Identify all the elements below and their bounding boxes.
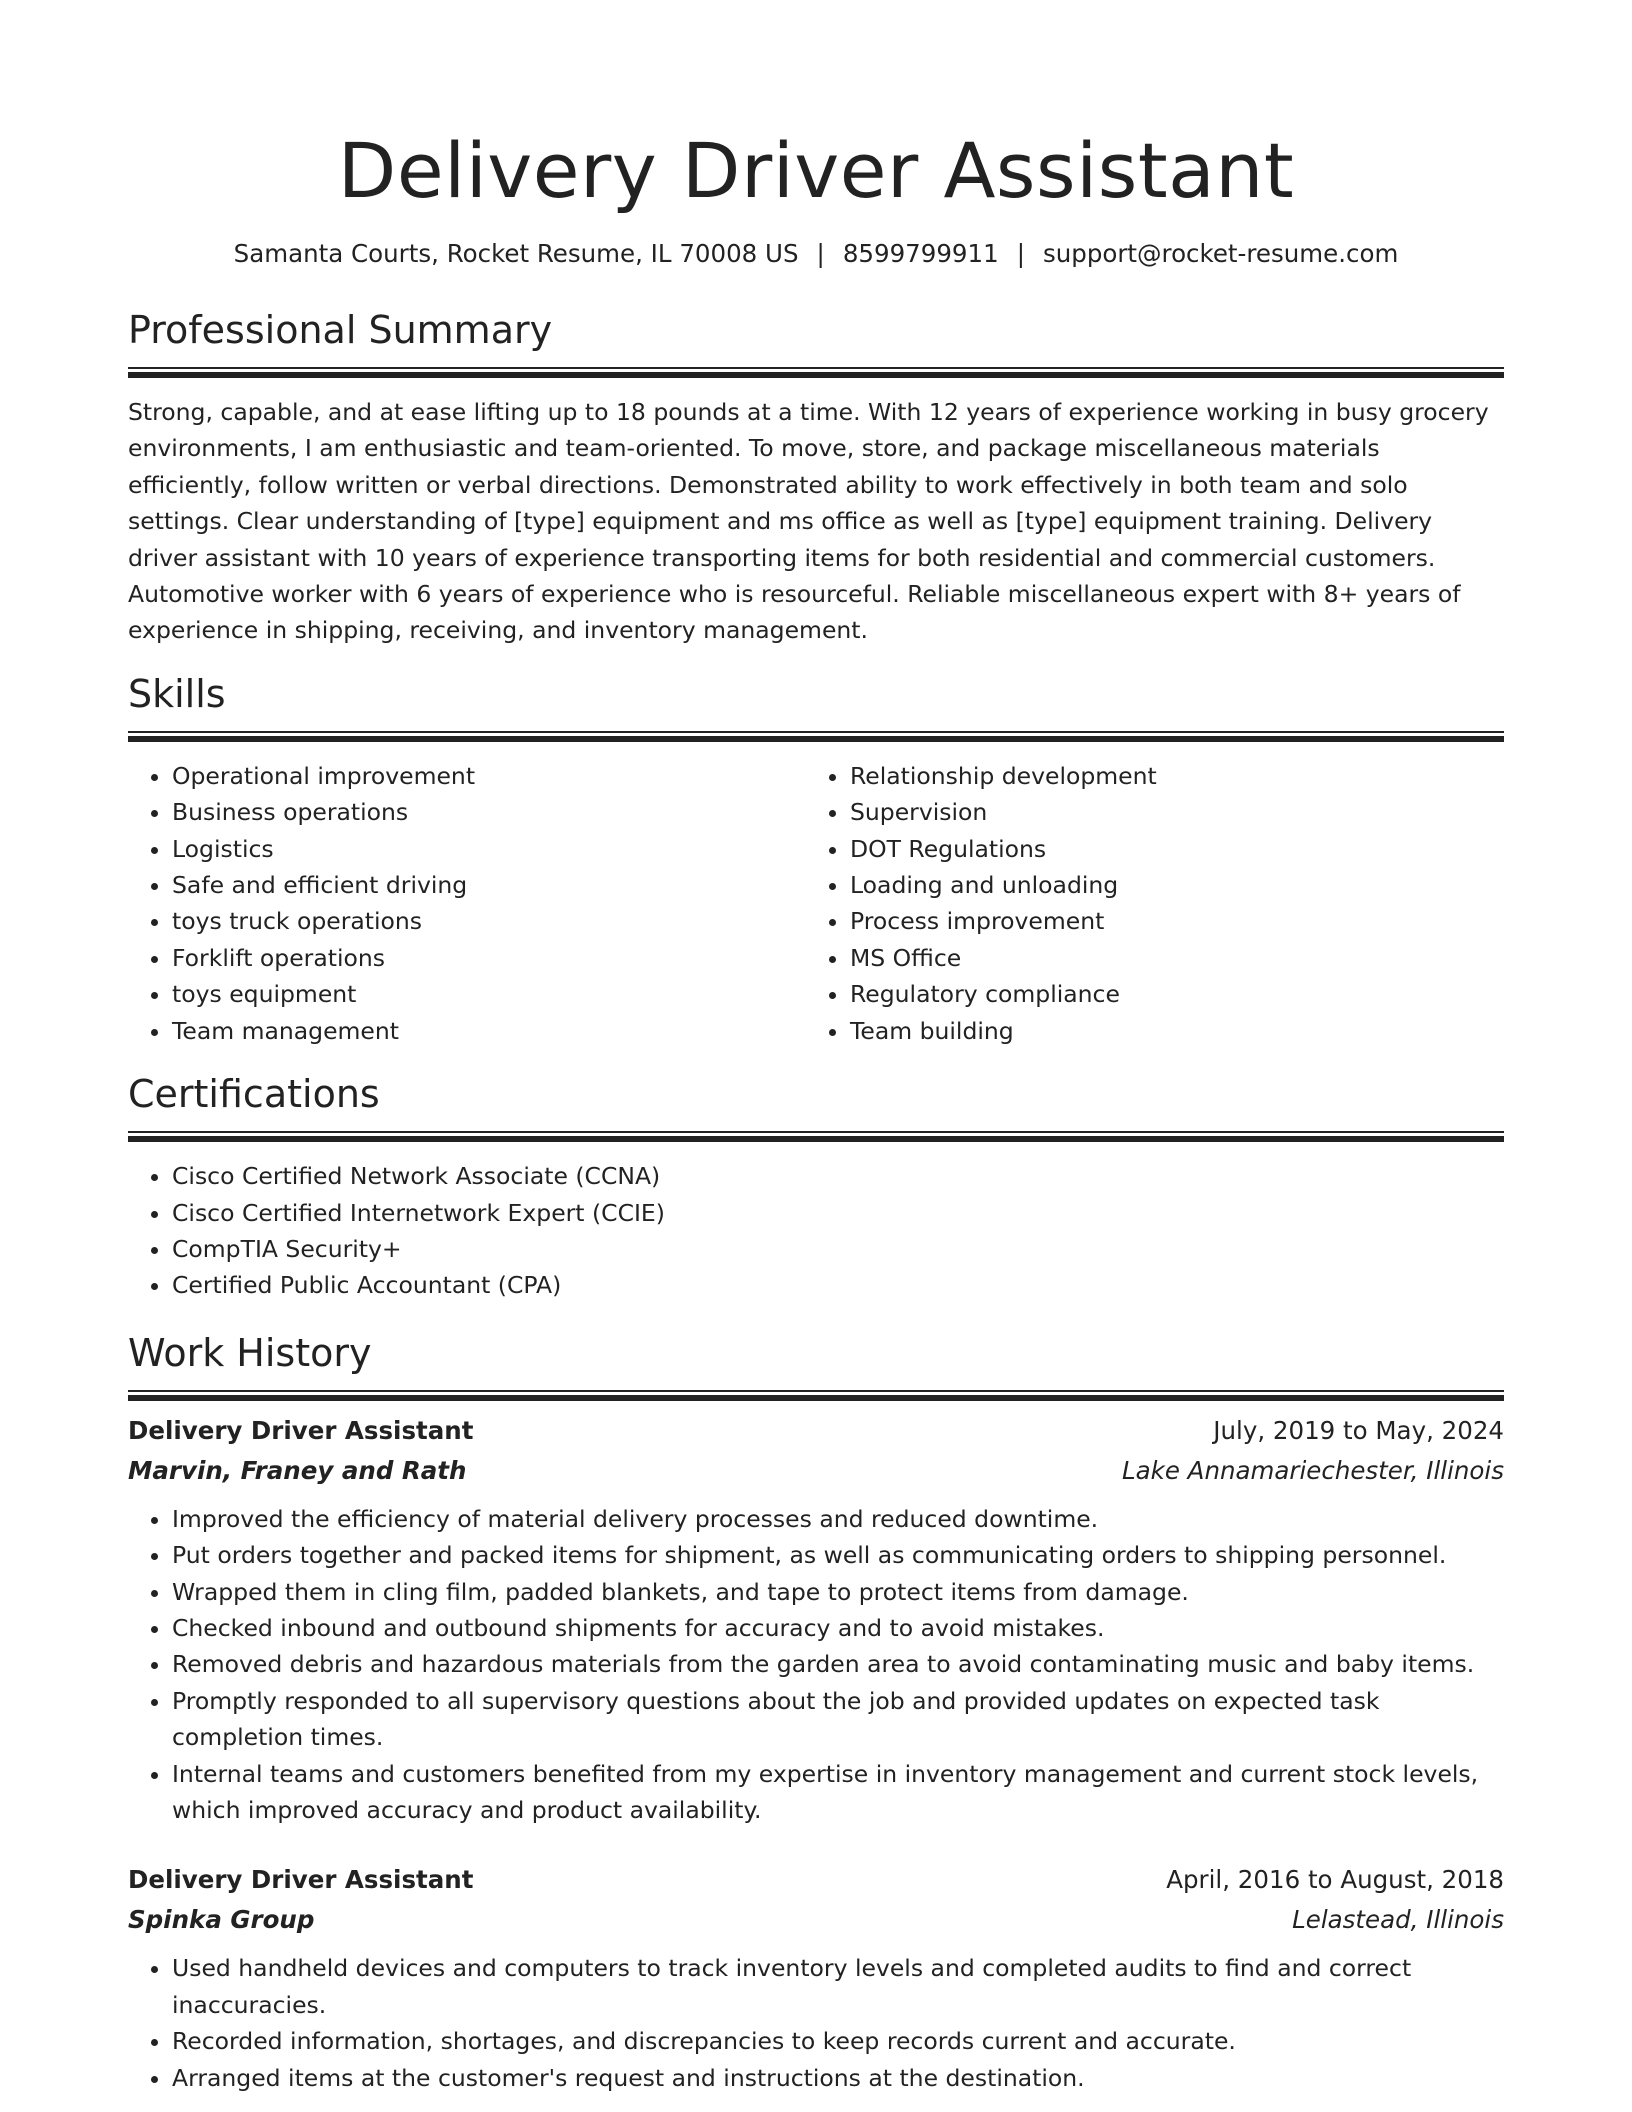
section-rule	[128, 1390, 1504, 1401]
contact-email: support@rocket-resume.com	[1042, 239, 1399, 268]
job-entry	[128, 1411, 1504, 1829]
job-company: Spinka Group	[128, 1905, 315, 1935]
certifications-section	[128, 1069, 1504, 1304]
contact-address: Samanta Courts, Rocket Resume, IL 70008 US	[233, 239, 799, 268]
skill-item: • MS Office	[850, 940, 1484, 976]
contact-line	[128, 237, 1504, 271]
job-bullet: • Promptly responded to all supervisory questions about the job and provided updates on expected task completion times.	[172, 1683, 1504, 1756]
summary-section	[128, 305, 1504, 649]
work-history-section	[128, 1328, 1504, 2096]
skill-item: • Supervision	[850, 794, 1484, 830]
skill-item: • Safe and efficient driving	[172, 867, 806, 903]
job-header-row	[128, 1860, 1504, 1900]
job-bullet: • Removed debris and hazardous materials from the garden area to avoid contaminating music and baby items.	[172, 1646, 1504, 1682]
job-title: Delivery Driver Assistant	[128, 1865, 474, 1895]
section-heading-certifications: Certifications	[128, 1072, 380, 1117]
contact-separator: |	[816, 239, 825, 268]
skills-column-right	[806, 758, 1484, 1049]
summary-text: Strong, capable, and at ease lifting up to 18 pounds at a time. With 12 years of experience working in busy grocery environments, I am enthusiastic and team-oriented. To move, store, and package miscellaneous materials efficiently, follow written or verbal directions. Demonstrated ability to work effectively in both team and solo settings. Clear understanding of [type] equipment and ms office as well as [type] equipment training. Delivery driver assistant with 10 years of experience transporting items for both residential and commercial customers. Automotive worker with 6 years of experience who is resourceful. Reliable miscellaneous expert with 8+ years of experience in shipping, receiving, and inventory management.	[128, 398, 1489, 645]
skill-item: • Regulatory compliance	[850, 976, 1484, 1012]
section-heading-summary: Professional Summary	[128, 308, 553, 352]
job-location: Lelastead, Illinois	[1292, 1905, 1504, 1935]
skill-item: • DOT Regulations	[850, 831, 1484, 867]
job-bullet: • Wrapped them in cling film, padded blankets, and tape to protect items from damage.	[172, 1574, 1504, 1610]
job-company-row	[128, 1900, 1504, 1940]
skill-item: • Relationship development	[850, 758, 1484, 794]
job-bullet: • Put orders together and packed items for shipment, as well as communicating orders to shipping personnel.	[172, 1537, 1504, 1573]
section-heading-skills: Skills	[128, 671, 226, 716]
section-heading-work-history: Work History	[128, 1330, 372, 1375]
skill-item: • Forklift operations	[172, 940, 806, 976]
skill-item: • Team management	[172, 1013, 806, 1049]
skill-item: • Business operations	[172, 794, 806, 830]
job-header-row	[128, 1411, 1504, 1451]
job-bullet: • Improved the efficiency of material delivery processes and reduced downtime.	[172, 1501, 1504, 1537]
job-bullet: • Internal teams and customers benefited from my expertise in inventory management and current stock levels, which improved accuracy and product availability.	[172, 1756, 1504, 1829]
job-company-row	[128, 1451, 1504, 1491]
job-dates: April, 2016 to August, 2018	[1166, 1865, 1504, 1895]
skills-columns	[128, 758, 1504, 1049]
skill-item: • Operational improvement	[172, 758, 806, 794]
job-bullet: • Checked inbound and outbound shipments for accuracy and to avoid mistakes.	[172, 1610, 1504, 1646]
section-rule	[128, 731, 1504, 742]
resume-title: Delivery Driver Assistant	[337, 126, 1295, 215]
job-bullet: • Used handheld devices and computers to track inventory levels and completed audits to find and correct inaccuracies.	[172, 1950, 1504, 2023]
skill-item: • Loading and unloading	[850, 867, 1484, 903]
skills-section	[128, 669, 1504, 1049]
skill-item: • Team building	[850, 1013, 1484, 1049]
job-dates: July, 2019 to May, 2024	[1213, 1415, 1504, 1445]
certification-item: • Certified Public Accountant (CPA)	[172, 1267, 1504, 1303]
certification-item: • CompTIA Security+	[172, 1231, 1504, 1267]
skill-item: • toys equipment	[172, 976, 806, 1012]
job-bullet: • Arranged items at the customer's request and instructions at the destination.	[172, 2060, 1504, 2096]
job-bullet: • Recorded information, shortages, and discrepancies to keep records current and accurate.	[172, 2023, 1504, 2059]
contact-separator: |	[1016, 239, 1025, 268]
job-company: Marvin, Franey and Rath	[128, 1455, 467, 1485]
section-rule	[128, 367, 1504, 378]
job-title: Delivery Driver Assistant	[128, 1415, 474, 1445]
job-location: Lake Annamariechester, Illinois	[1121, 1455, 1504, 1485]
skills-column-left	[128, 758, 806, 1049]
section-rule	[128, 1131, 1504, 1142]
skill-item: • toys truck operations	[172, 903, 806, 939]
contact-phone: 8599799911	[842, 239, 999, 268]
job-entry	[128, 1860, 1504, 2096]
certification-item: • Cisco Certified Network Associate (CCNA)	[172, 1158, 1504, 1194]
skill-item: • Process improvement	[850, 903, 1484, 939]
certification-item: • Cisco Certified Internetwork Expert (CCIE)	[172, 1195, 1504, 1231]
skill-item: • Logistics	[172, 831, 806, 867]
resume-page	[128, 0, 1504, 2096]
